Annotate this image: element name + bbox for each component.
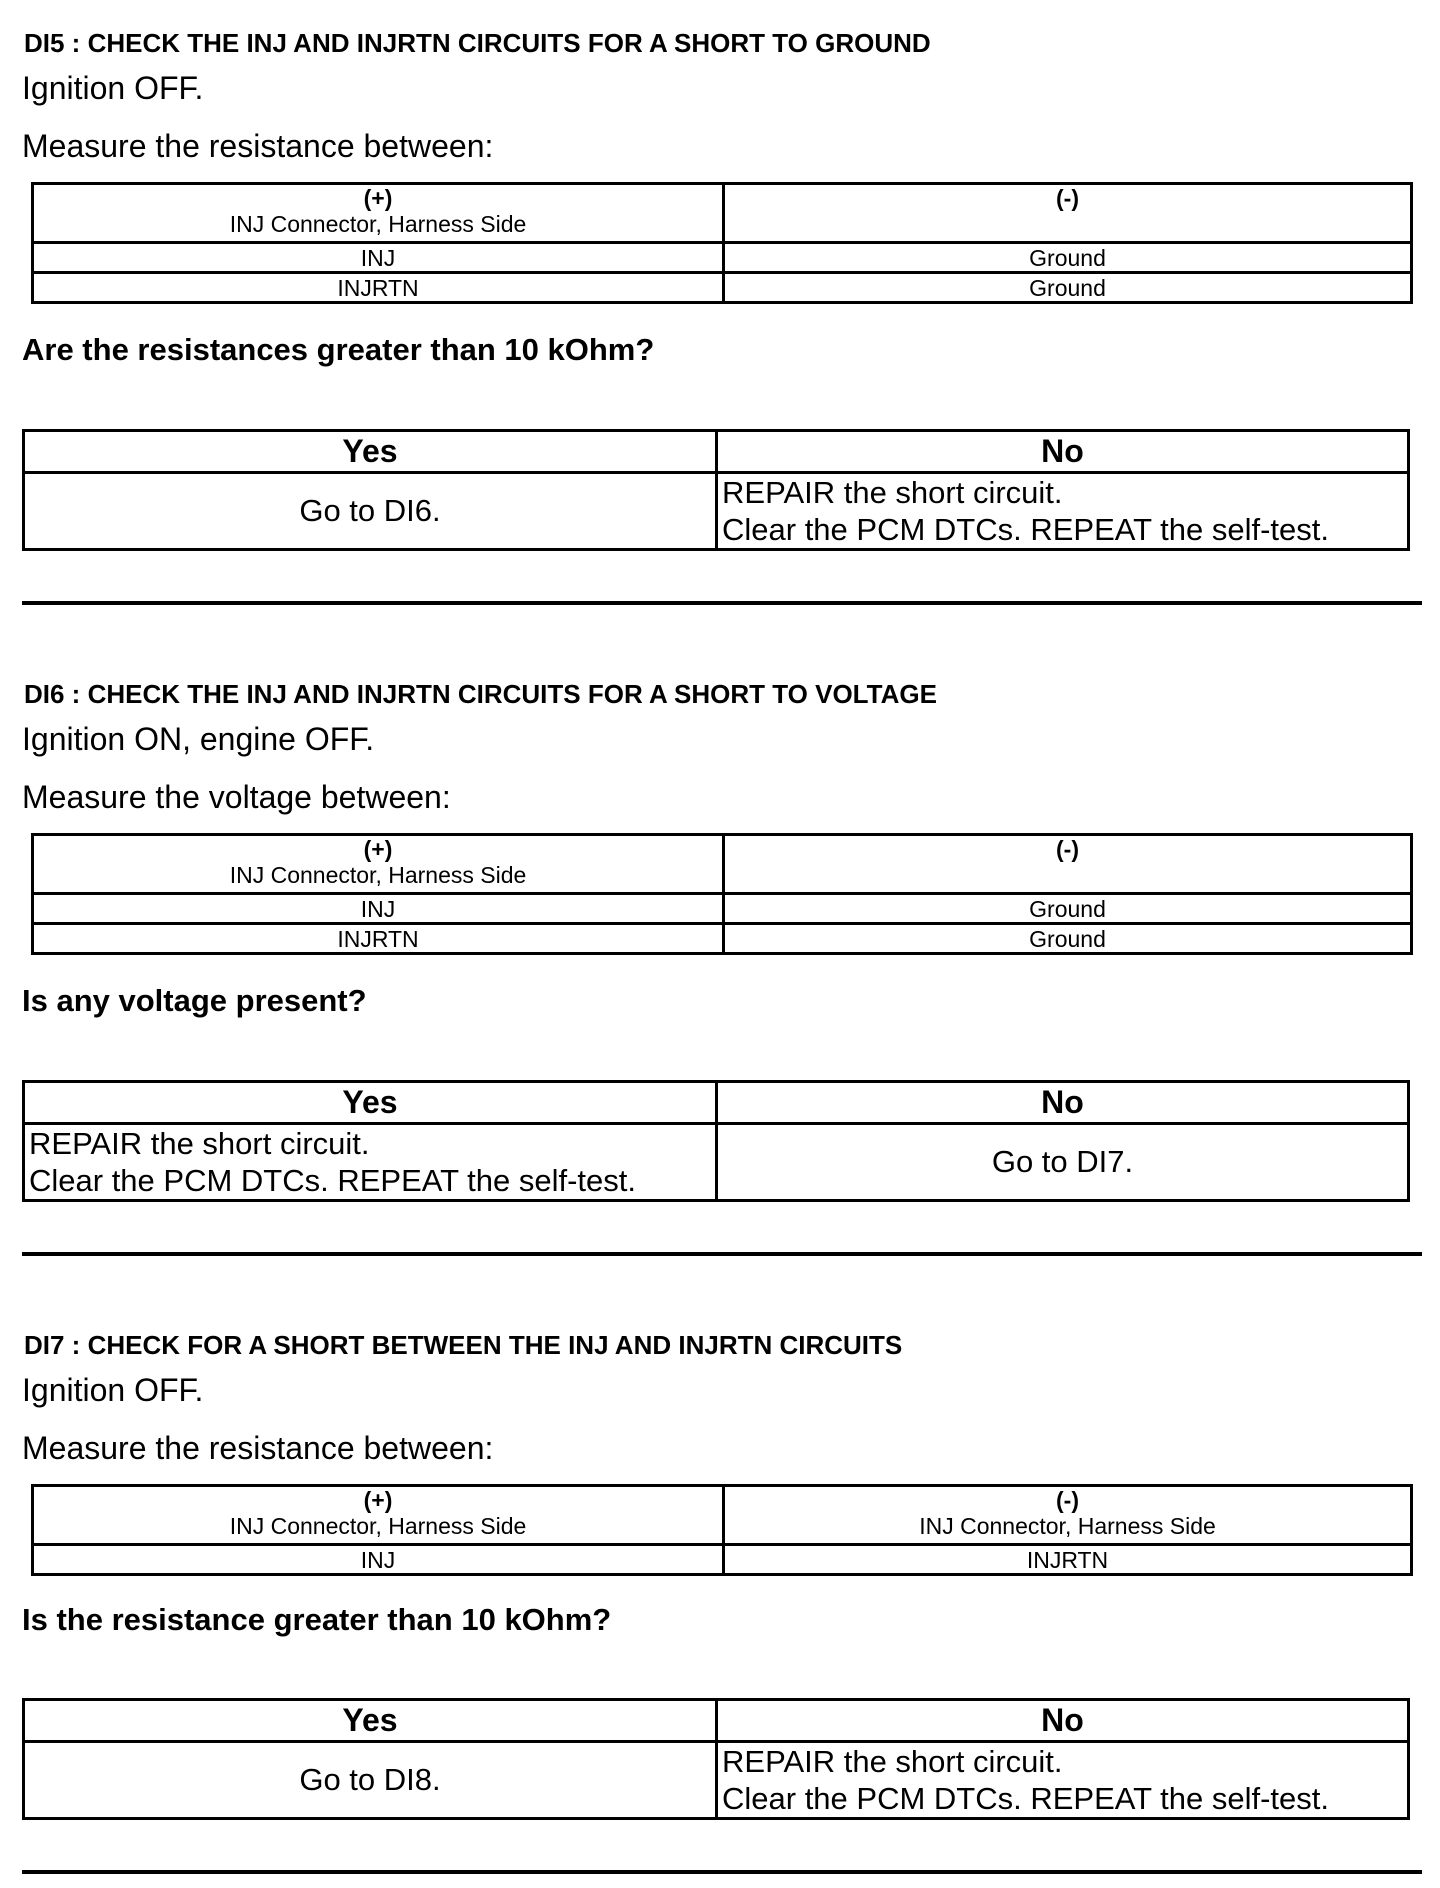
step-title: DI7 : CHECK FOR A SHORT BETWEEN THE INJ AND INJRTN CIRCUITS: [24, 1330, 903, 1360]
no-action: Go to DI7.: [717, 1124, 1409, 1201]
header-minus: (-) INJ Connector, Harness Side: [724, 1486, 1412, 1545]
step-condition: Ignition OFF.: [22, 1372, 204, 1408]
measure-instruction: Measure the voltage between:: [22, 779, 451, 815]
measurement-table: [31, 182, 1413, 304]
header-plus: (+) INJ Connector, Harness Side: [33, 184, 724, 243]
table-row: INJRTN Ground: [33, 273, 1412, 303]
no-action: REPAIR the short circuit. Clear the PCM DTCs. REPEAT the self-test.: [717, 473, 1409, 550]
result-table: [22, 1698, 1410, 1820]
yes-header: Yes: [24, 1082, 717, 1124]
section-divider: [22, 1870, 1422, 1874]
measure-instruction: Measure the resistance between:: [22, 128, 494, 164]
header-plus: (+) INJ Connector, Harness Side: [33, 1486, 724, 1545]
measurement-table: [31, 833, 1413, 955]
table-row: INJ INJRTN: [33, 1545, 1412, 1575]
step-question: Is the resistance greater than 10 kOhm?: [22, 1602, 612, 1637]
step-condition: Ignition ON, engine OFF.: [22, 721, 375, 757]
table-row: INJRTN Ground: [33, 924, 1412, 954]
header-minus: (-): [724, 835, 1412, 894]
measurement-table: [31, 1484, 1413, 1576]
table-row: INJ Ground: [33, 894, 1412, 924]
yes-action: REPAIR the short circuit. Clear the PCM DTCs. REPEAT the self-test.: [24, 1124, 717, 1201]
header-plus: (+) INJ Connector, Harness Side: [33, 835, 724, 894]
no-header: No: [717, 431, 1409, 473]
measure-instruction: Measure the resistance between:: [22, 1430, 494, 1466]
table-row: INJ Ground: [33, 243, 1412, 273]
yes-action: Go to DI6.: [24, 473, 717, 550]
section-divider: [22, 601, 1422, 605]
section-divider: [22, 1252, 1422, 1256]
step-question: Is any voltage present?: [22, 983, 367, 1018]
no-header: No: [717, 1700, 1409, 1742]
header-minus: (-): [724, 184, 1412, 243]
yes-header: Yes: [24, 1700, 717, 1742]
no-action: REPAIR the short circuit. Clear the PCM DTCs. REPEAT the self-test.: [717, 1742, 1409, 1819]
step-question: Are the resistances greater than 10 kOhm?: [22, 332, 655, 367]
step-condition: Ignition OFF.: [22, 70, 204, 106]
step-title: DI5 : CHECK THE INJ AND INJRTN CIRCUITS FOR A SHORT TO GROUND: [24, 28, 931, 58]
result-table: [22, 1080, 1410, 1202]
result-table: [22, 429, 1410, 551]
yes-header: Yes: [24, 431, 717, 473]
step-title: DI6 : CHECK THE INJ AND INJRTN CIRCUITS FOR A SHORT TO VOLTAGE: [24, 679, 937, 709]
no-header: No: [717, 1082, 1409, 1124]
yes-action: Go to DI8.: [24, 1742, 717, 1819]
